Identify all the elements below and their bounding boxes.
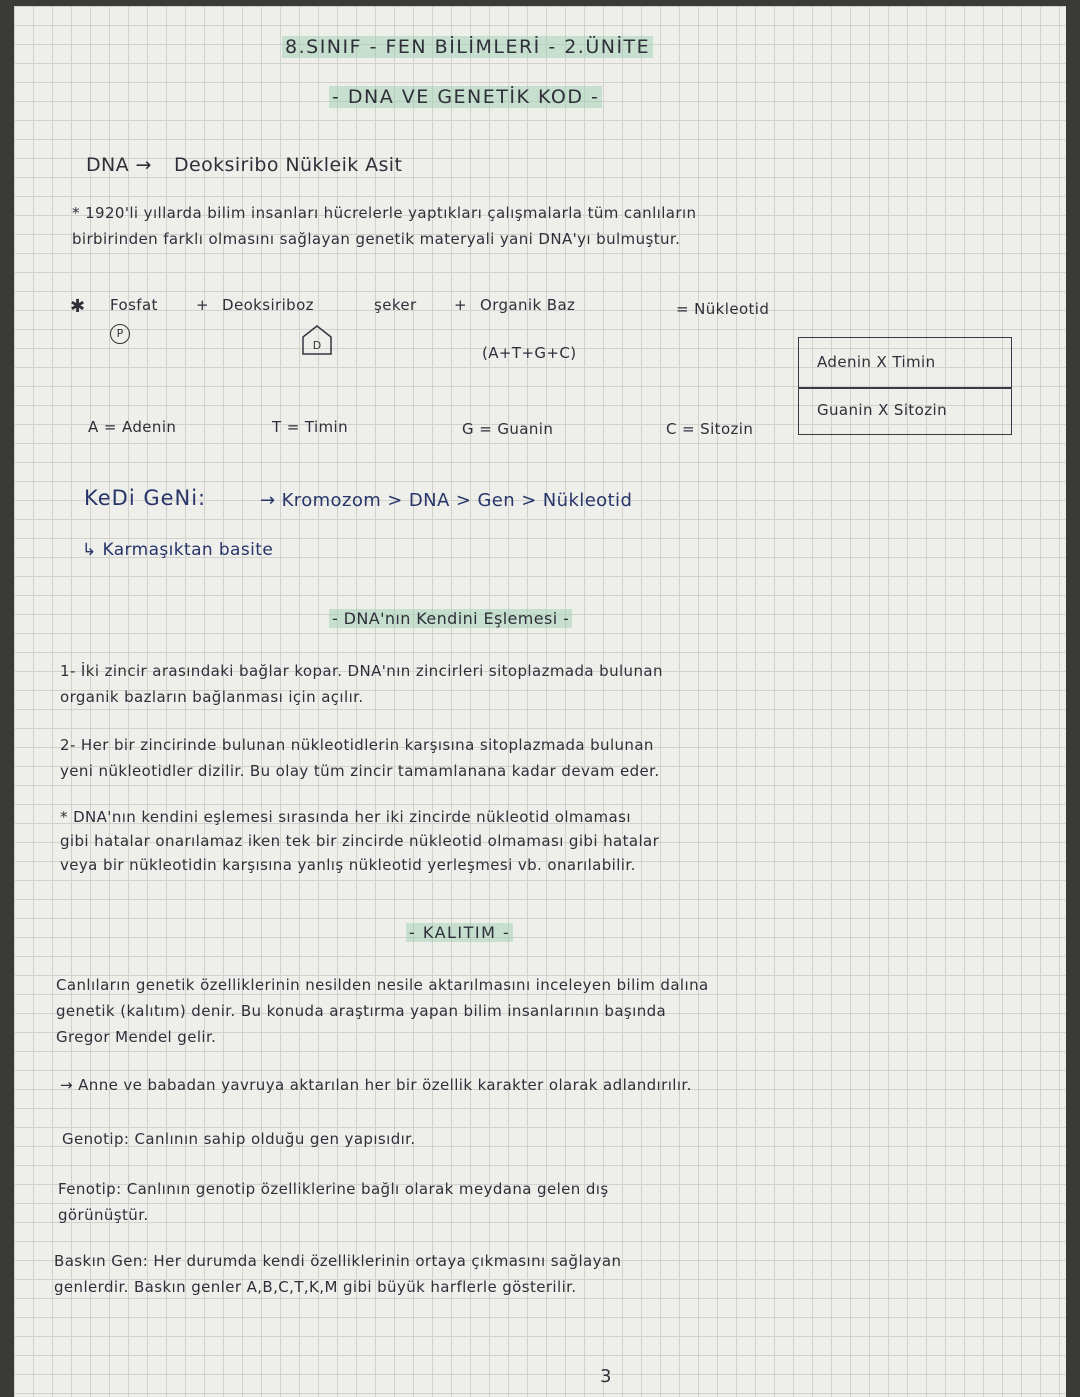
bases-formula: (A+T+G+C) [482, 344, 577, 362]
deoksiriboz-label: Deoksiriboz [222, 296, 314, 314]
dna-expansion: Deoksiribo Nükleik Asit [174, 154, 403, 176]
pentagon-sugar-icon [300, 324, 334, 356]
dna-label: DNA → [86, 154, 152, 176]
seker-label: şeker [374, 296, 417, 314]
fenotip-line-2: görünüştür. [58, 1206, 149, 1224]
kalitim-p1-line-3: Gregor Mendel gelir. [56, 1028, 217, 1046]
organik-baz-label: Organik Baz [480, 296, 576, 314]
kalitim-p1-line-2: genetik (kalıtım) denir. Bu konuda araştırma yapan bilim insanlarının başında [56, 1002, 667, 1020]
pair-guanin-sitozin: Guanin X Sitozin [817, 401, 948, 419]
star-icon: ✱ [70, 296, 86, 317]
page-number: 3 [600, 1366, 612, 1387]
kalitim-p1-line-1: Canlıların genetik özelliklerinin nesilden nesile aktarılmasını inceleyen bilim dalına [56, 976, 709, 994]
karakter-line: → Anne ve babadan yavruya aktarılan her bir özellik karakter olarak adlandırılır. [60, 1076, 692, 1094]
history-line-1: * 1920'li yıllarda bilim insanları hücrelerle yaptıkları çalışmalarla tüm canlıların [72, 204, 697, 222]
note-line-3: veya bir nükleotidin karşısına yanlış nükleotid yerleşmesi vb. onarılabilir. [60, 856, 636, 874]
baskin-line-2: genlerdir. Baskın genler A,B,C,T,K,M gibi büyük harflerle gösterilir. [54, 1278, 577, 1296]
notebook-page [14, 6, 1066, 1397]
phosphate-circle-icon: P [110, 324, 130, 344]
pair-box-top [798, 337, 1012, 389]
page-subtitle: - DNA VE GENETİK KOD - [329, 86, 602, 108]
kedigeni-chain: → Kromozom > DNA > Gen > Nükleotid [260, 490, 633, 511]
step1-line-2: organik bazların bağlanması için açılır. [60, 688, 364, 706]
plus-sign: + [454, 296, 467, 314]
note-line-1: * DNA'nın kendini eşlemesi sırasında her iki zincirde nükleotid olmaması [60, 808, 631, 826]
kalitim-title: - KALITIM - [406, 923, 513, 942]
step2-line-2: yeni nükleotidler dizilir. Bu olay tüm zincir tamamlanana kadar devam eder. [60, 762, 660, 780]
nukleotid-label: = Nükleotid [676, 300, 770, 318]
base-adenin: A = Adenin [88, 418, 177, 436]
genotip-line: Genotip: Canlının sahip olduğu gen yapısıdır. [62, 1130, 416, 1148]
baskin-line-1: Baskın Gen: Her durumda kendi özelliklerinin ortaya çıkmasını sağlayan [54, 1252, 622, 1270]
history-line-2: birbirinden farklı olmasını sağlayan genetik materyali yani DNA'yı bulmuştur. [72, 230, 681, 248]
pair-adenin-timin: Adenin X Timin [817, 353, 936, 371]
kedigeni-label: KeDi GeNi: [84, 486, 207, 510]
step1-line-1: 1- İki zincir arasındaki bağlar kopar. DNA'nın zincirleri sitoplazmada bulunan [60, 662, 663, 680]
pair-box-bottom [798, 387, 1012, 435]
fenotip-line-1: Fenotip: Canlının genotip özelliklerine bağlı olarak meydana gelen dış [58, 1180, 609, 1198]
replication-title: - DNA'nın Kendini Eşlemesi - [329, 609, 572, 628]
fosfat-label: Fosfat [110, 296, 158, 314]
plus-sign: + [196, 296, 209, 314]
note-line-2: gibi hatalar onarılamaz iken tek bir zincirde nükleotid olmaması gibi hatalar [60, 832, 660, 850]
base-guanin: G = Guanin [462, 420, 554, 438]
page-title: 8.SINIF - FEN BİLİMLERİ - 2.ÜNİTE [282, 36, 653, 58]
kedigeni-note: ↳ Karmaşıktan basite [82, 540, 274, 560]
step2-line-1: 2- Her bir zincirinde bulunan nükleotidlerin karşısına sitoplazmada bulunan [60, 736, 654, 754]
base-sitozin: C = Sitozin [666, 420, 754, 438]
pentagon-label: D [312, 339, 322, 352]
base-timin: T = Timin [272, 418, 349, 436]
